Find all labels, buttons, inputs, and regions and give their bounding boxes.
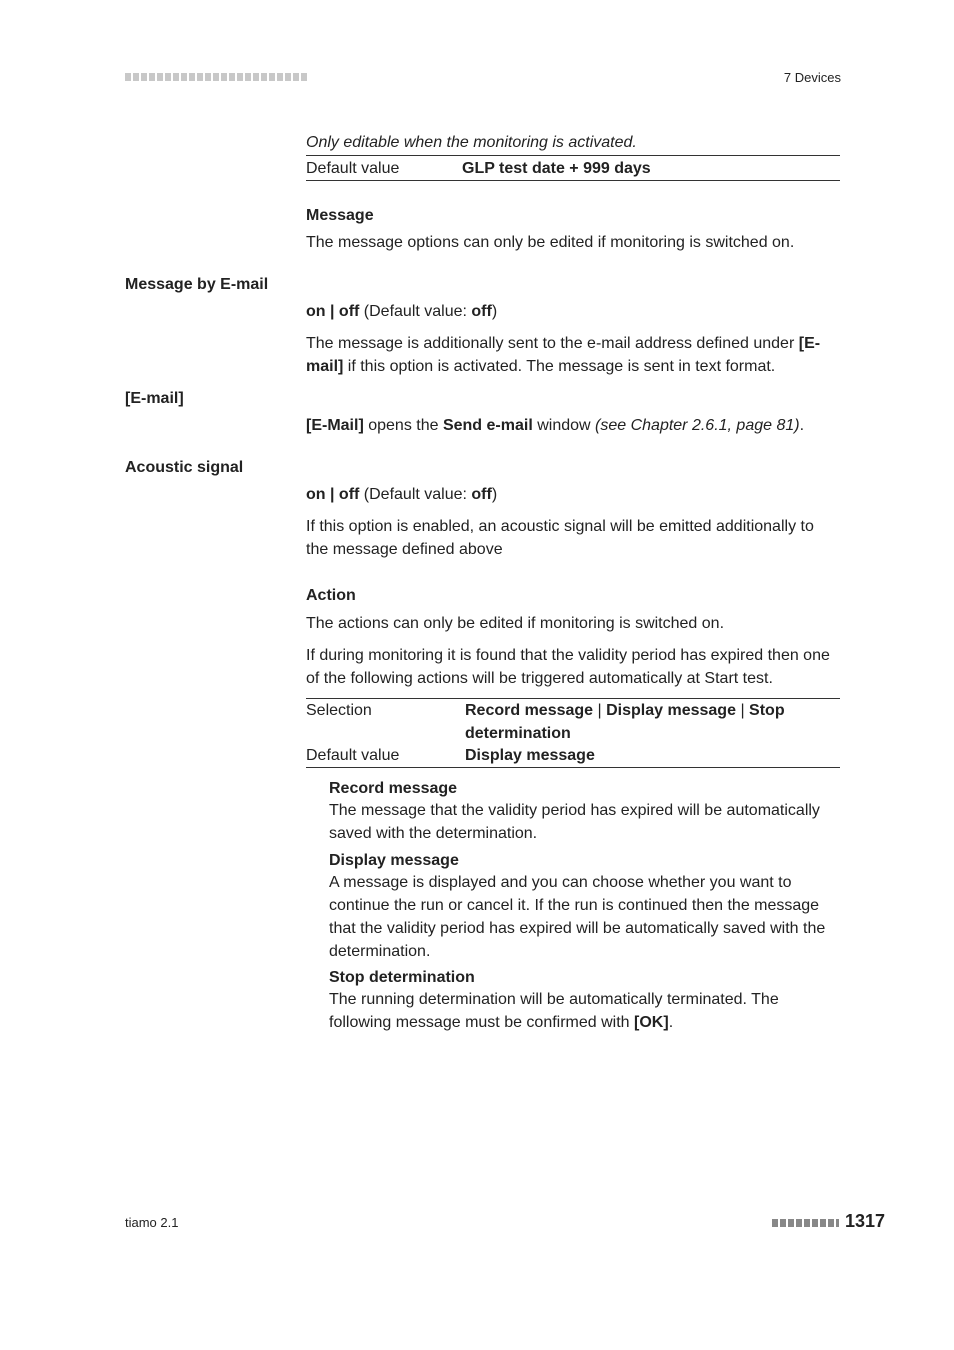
- action-text1: The actions can only be edited if monitoring is switched on.: [306, 615, 725, 632]
- page-number: 1317: [845, 1211, 886, 1231]
- acoustic-description: If this option is enabled, an acoustic signal will be emitted additionally to the message defined above: [306, 518, 814, 558]
- desc-text: .: [799, 417, 805, 434]
- footer-product: tiamo 2.1: [125, 1215, 179, 1230]
- email-button-description: [306, 414, 840, 437]
- default-value: off: [471, 486, 492, 503]
- desc-text: if this option is activated. The message is sent in text format.: [343, 358, 776, 375]
- default-value: GLP test date + 999 days: [462, 160, 651, 177]
- action-heading: Action: [306, 587, 356, 604]
- option-title: Display message: [329, 852, 459, 869]
- acoustic-values: [306, 483, 840, 506]
- default-label: Default value: [306, 747, 400, 764]
- footer-decoration: [772, 1219, 839, 1227]
- default-suffix: ): [491, 486, 498, 503]
- onoff-values: on | off: [306, 486, 360, 503]
- default-prefix: (Default value:: [359, 486, 472, 503]
- separator: |: [597, 702, 602, 719]
- option-stop: Stop determination: [465, 702, 785, 742]
- glp-note: Only editable when the monitoring is activated.: [306, 134, 637, 151]
- default-value: Display message: [465, 747, 595, 764]
- separator: |: [740, 702, 745, 719]
- desc-text: The message is additionally sent to the e-mail address defined under: [306, 335, 799, 352]
- email-button-label: [E-mail]: [125, 390, 184, 407]
- desc-text: .: [668, 1014, 674, 1031]
- header-decoration: [125, 73, 307, 81]
- table-rule: [306, 180, 840, 181]
- ok-button-ref: [OK]: [634, 1014, 669, 1031]
- option-description: A message is displayed and you can choose whether you want to continue the run or cancel it. If the run is continued then the message that the validity period has expired will be automatically saved with the determination.: [329, 874, 826, 960]
- window-name: Send e-mail: [442, 417, 533, 434]
- onoff-values: on | off: [306, 303, 360, 320]
- option-record: Record message: [465, 702, 594, 719]
- email-option-description: [306, 332, 840, 378]
- email-button-ref: [E-Mail]: [306, 417, 364, 434]
- desc-text: opens the: [363, 417, 443, 434]
- option-title: Record message: [329, 780, 458, 797]
- selection-label: Selection: [306, 702, 372, 719]
- message-text: The message options can only be edited if monitoring is switched on.: [306, 234, 795, 251]
- default-prefix: (Default value:: [359, 303, 472, 320]
- option-title: Stop determination: [329, 969, 475, 986]
- desc-bold: [E-mail]: [306, 335, 821, 375]
- option-description: The message that the validity period has expired will be automatically saved with the determination.: [329, 802, 820, 842]
- email-option-values: [306, 300, 840, 323]
- header-section: 7 Devices: [783, 70, 841, 85]
- action-default-row: [306, 744, 840, 767]
- message-heading: Message: [306, 207, 374, 224]
- table-rule: [306, 155, 840, 156]
- default-suffix: ): [491, 303, 498, 320]
- default-label: Default value: [306, 160, 400, 177]
- option-display: Display message: [606, 702, 736, 719]
- desc-text: The running determination will be automatically terminated. The following message must be confirmed with: [329, 991, 779, 1031]
- email-option-label: Message by E-mail: [125, 276, 269, 293]
- selection-values: [465, 699, 840, 745]
- acoustic-label: Acoustic signal: [125, 459, 244, 476]
- option-description: [329, 988, 841, 1034]
- action-text2: If during monitoring it is found that the validity period has expired then one of the following actions will be triggered automatically at Start test.: [306, 647, 830, 687]
- default-value: off: [471, 303, 492, 320]
- table-rule: [306, 767, 840, 768]
- selection-row: [306, 699, 840, 745]
- chapter-reference[interactable]: (see Chapter 2.6.1, page 81): [595, 417, 800, 434]
- glp-default-row: [306, 157, 840, 180]
- desc-text: window: [532, 417, 596, 434]
